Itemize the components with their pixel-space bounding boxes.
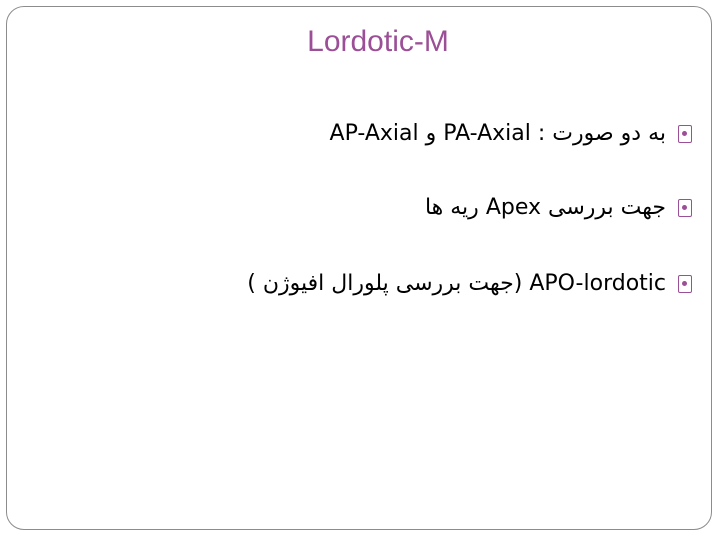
square-bullet-icon [678, 275, 692, 293]
bullet-item-2 [425, 188, 692, 228]
bullet-text: به دو صورت : PA-Axial و AP-Axial [329, 121, 666, 146]
bullet-item-3 [247, 264, 692, 304]
bullet-text: جهت بررسی Apex ریه ها [424, 195, 666, 220]
bullet-text: APO-lordotic (جهت بررسی پلورال افیوژن ) [247, 271, 666, 296]
square-bullet-icon [678, 125, 692, 143]
square-bullet-icon [678, 199, 692, 217]
slide-title: Lordotic-M [307, 25, 449, 58]
bullet-item-1 [330, 114, 692, 154]
